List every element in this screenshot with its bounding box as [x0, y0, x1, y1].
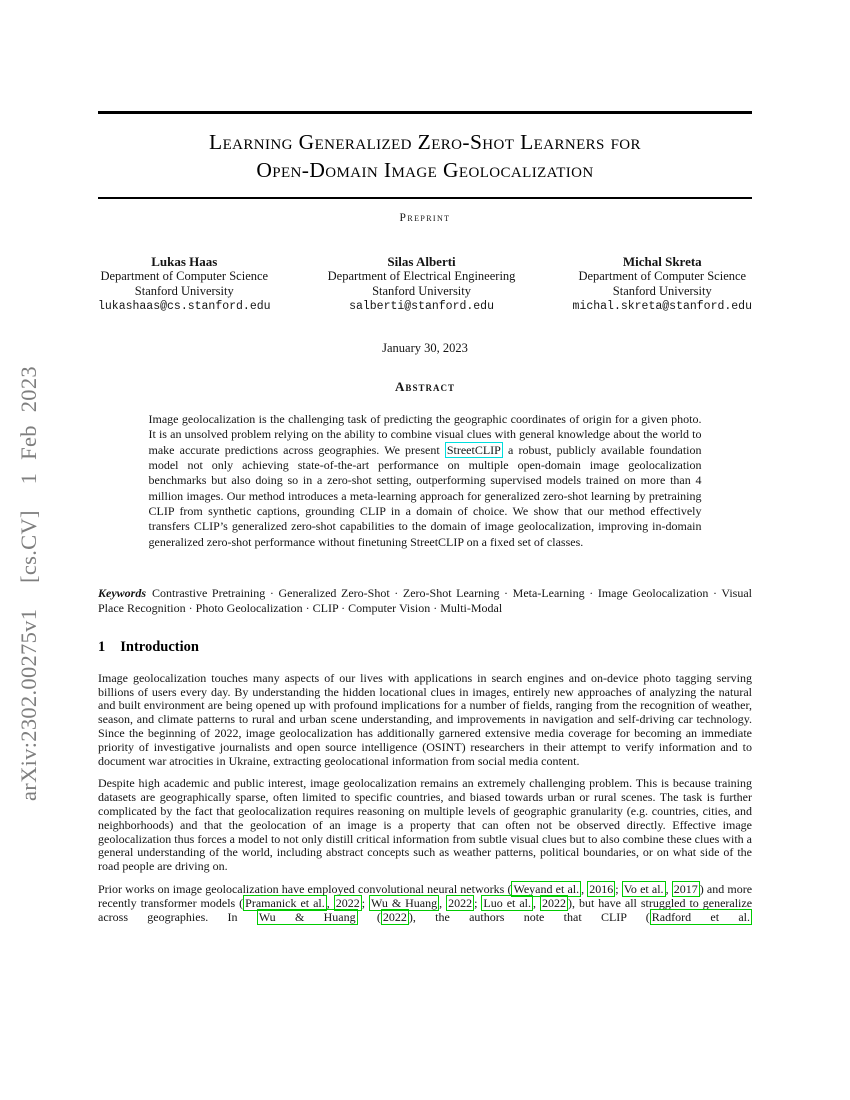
keywords — [98, 586, 752, 616]
intro-paragraph-3 — [98, 883, 752, 924]
author-3 — [573, 254, 752, 314]
author-2 — [328, 254, 516, 314]
citation-link[interactable]: Wu & Huang — [371, 895, 438, 910]
text-segment: , — [665, 882, 672, 897]
text-segment: , — [581, 882, 588, 897]
text-segment: ( — [357, 909, 381, 924]
text-segment: ; — [361, 895, 370, 910]
author-email: salberti@stanford.edu — [349, 300, 494, 314]
author-university: Stanford University — [134, 284, 234, 299]
text-segment: , — [533, 895, 540, 910]
title-rule-top — [98, 111, 752, 114]
author-email: michal.skreta@stanford.edu — [572, 300, 752, 314]
text-segment: ; — [474, 895, 482, 910]
text-segment: , — [439, 895, 447, 910]
section-number: 1 — [98, 638, 106, 655]
abstract-text — [149, 412, 702, 550]
text-segment: ), the authors note that CLIP ( — [408, 909, 650, 924]
citation-link[interactable]: 2022 — [335, 895, 360, 910]
paper-content — [98, 0, 752, 924]
author-department: Department of Computer Science — [100, 269, 269, 284]
citation-link[interactable]: Radford et al. — [651, 909, 750, 924]
intro-paragraph-1: Image geolocalization touches many aspects of our lives with applications in search engines and on-device photo tagging serving billions of users every day. By understanding the hidden locational clues in images, entirely new approaches of analyzing the natural and built environment are being opened up with profound implications for a number of fields, ranging from the recognition of weather, season, and climate patterns to rural and urban scene understanding, and improvements in navigation and self-driving car technology. Since the beginning of 2022, image geolocalization has additionally garnered extensive media coverage for becoming an immediate priority of investigative journalists and open source intelligence (OSINT) researchers in their attempt to verify information and to document war atrocities in Ukraine, extracting geolocational information from social media content. — [98, 670, 752, 768]
author-department: Department of Electrical Engineering — [327, 269, 516, 284]
author-university: Stanford University — [612, 284, 712, 299]
author-university: Stanford University — [372, 284, 472, 299]
author-1 — [98, 254, 271, 314]
text-segment: ) and more recently transformer models ( — [98, 882, 753, 910]
citation-link[interactable]: 2022 — [448, 895, 473, 910]
paper-title-line-1: Learning Generalized Zero-Shot Learners for — [209, 129, 641, 154]
author-email: lukashaas@cs.stanford.edu — [98, 300, 271, 314]
keywords-label: Keywords — [98, 585, 146, 600]
citation-link[interactable]: Luo et al. — [483, 895, 532, 910]
citation-link[interactable]: Vo et al. — [623, 882, 664, 897]
text-segment: ; — [615, 882, 622, 897]
preprint-label: Preprint — [399, 212, 451, 225]
author-block — [98, 254, 752, 314]
author-name: Silas Alberti — [387, 254, 456, 270]
streetclip-link[interactable]: StreetCLIP — [446, 442, 501, 457]
paper-title — [98, 128, 752, 184]
text-segment: ), but have all struggled to generalize across geographies. In — [98, 895, 753, 924]
section-title: Introduction — [120, 638, 199, 655]
text-segment: , — [326, 895, 334, 910]
citation-link[interactable]: 2016 — [589, 882, 614, 897]
citation-link[interactable]: 2022 — [382, 909, 407, 924]
section-1-heading — [98, 639, 752, 656]
keywords-text: Contrastive Pretraining · Generalized Zero-Shot · Zero-Shot Learning · Meta-Learning · Image Geolocalization · Visual Place Recognition · Photo Geolocalization · CLIP · Computer Vision · Multi-Modal — [98, 585, 752, 615]
title-rule-bottom — [98, 197, 752, 200]
author-department: Department of Computer Science — [578, 269, 747, 284]
text-segment: a robust, publicly available foundation model not only achieving state-of-the-art performance on multiple open-domain image geolocalization benchmarks but also doing so in a zero-shot setting, outperforming supervised models trained on more than 4 million images. Our method introduces a meta-learning approach for generalized zero-shot learning by pretraining CLIP from synthetic captions, grounding CLIP in a domain of choice. We show that our method effectively transfers CLIP’s generalized zero-shot capabilities to the domain of image geolocalization, improving in-domain generalized zero-shot performance without finetuning StreetCLIP on a fixed set of classes. — [148, 442, 702, 549]
publication-date: January 30, 2023 — [382, 341, 468, 356]
citation-link[interactable]: Pramanick et al. — [245, 895, 325, 910]
citation-link[interactable]: 2022 — [541, 895, 566, 910]
citation-link[interactable]: Wu & Huang — [258, 909, 356, 924]
paper-title-line-2: Open-Domain Image Geolocalization — [256, 157, 594, 182]
author-name: Lukas Haas — [151, 254, 218, 270]
arxiv-watermark: arXiv:2302.00275v1 [cs.CV] 1 Feb 2023 — [16, 366, 41, 801]
abstract-heading: Abstract — [395, 379, 455, 395]
citation-link[interactable]: Weyand et al. — [513, 882, 580, 897]
intro-paragraph-2: Despite high academic and public interest, image geolocalization remains an extremely challenging problem. This is because training datasets are geographically sparse, often limited to specific countries, and biased towards urban or rural scenes. The task is further complicated by the fact that geolocalization requires reasoning on multiple levels of geographic granularity (e.g. countries, cities, and neighborhoods) and that the geolocation of an image is a property that can often not be observed directly. Effective image geolocalization thus forces a model to not only distill critical information from subtle visual clues but to also combine these clues with a general understanding of the world, including abstract concepts such as weather patterns, political boundaries, or on what side of the road people are driving on. — [98, 776, 752, 874]
text-segment: Prior works on image geolocalization have employed convolutional neural networks ( — [98, 882, 512, 897]
citation-link[interactable]: 2017 — [673, 882, 698, 897]
text-segment: Image geolocalization is the challenging task of predicting the geographic coordinates of origin for a given photo. It is an unsolved problem relying on the ability to combine visual clues with general knowledge about the world to make accurate predictions across geographies. We present — [148, 412, 702, 457]
author-name: Michal Skreta — [622, 254, 702, 270]
